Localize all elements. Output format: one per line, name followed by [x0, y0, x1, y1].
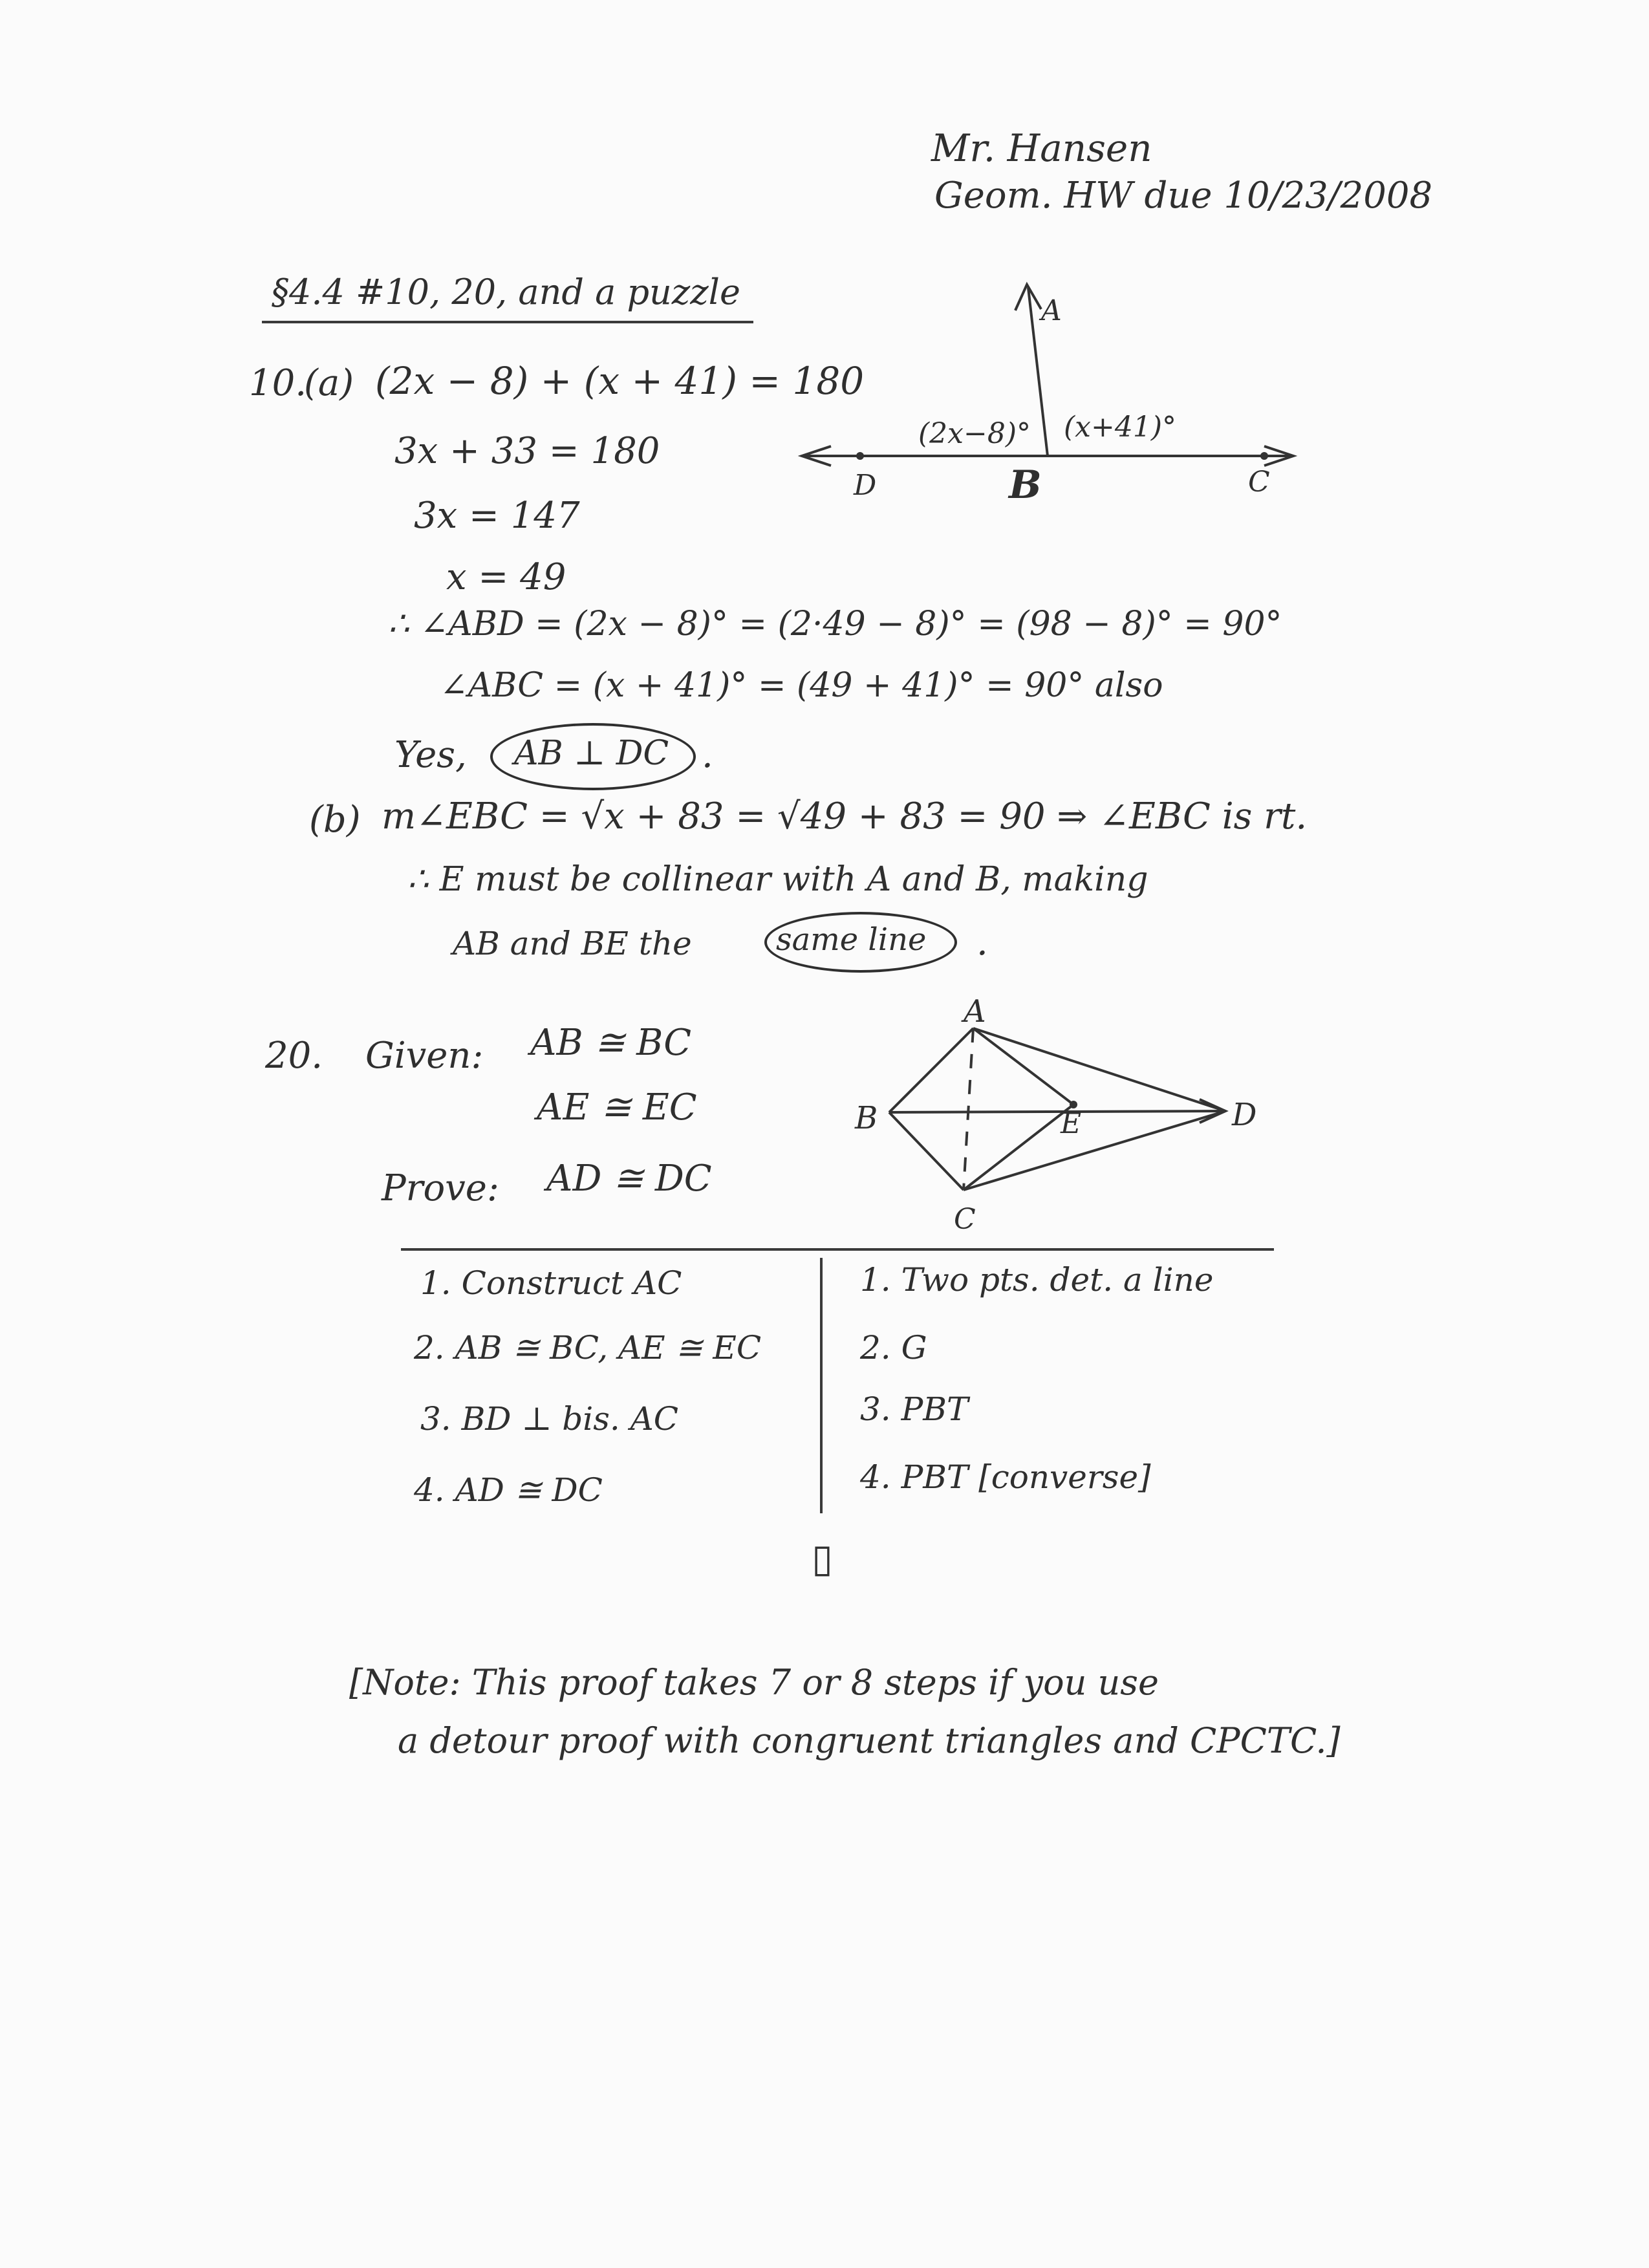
- segment-ae: [973, 1028, 1073, 1105]
- part-b-line-2: ∴ E must be collinear with A and B, making: [407, 860, 1148, 899]
- angle-abd-line: ∴ ∠ABD = (2x − 8)° = (2·49 − 8)° = (98 − 8)° = 90°: [388, 605, 1282, 643]
- statement-3: 3. BD ⊥ bis. AC: [420, 1400, 679, 1438]
- segment-bc: [889, 1112, 964, 1190]
- fig10-angle-right: (x+41)°: [1064, 411, 1177, 444]
- prove-label: Prove:: [382, 1167, 499, 1209]
- given-1: AB ≅ BC: [530, 1022, 692, 1064]
- end-of-proof-mark: ▯: [812, 1536, 834, 1581]
- course-due-line: Geom. HW due 10/23/2008: [934, 175, 1433, 217]
- given-2: AE ≅ EC: [537, 1086, 697, 1129]
- angle-abc-line: ∠ABC = (x + 41)° = (49 + 41)° = 90° also: [440, 666, 1163, 705]
- part-a-label: (a): [304, 362, 354, 404]
- statement-2: 2. AB ≅ BC, AE ≅ EC: [414, 1329, 762, 1366]
- reason-1: 1. Two pts. det. a line: [860, 1261, 1214, 1299]
- segment-ac-dashed: [964, 1028, 973, 1190]
- fig20-label-a: A: [964, 993, 986, 1030]
- equation-4: x = 49: [446, 556, 566, 598]
- answer-period: .: [702, 734, 713, 776]
- statement-1: 1. Construct AC: [420, 1264, 682, 1302]
- problem-10-number: 10.: [249, 362, 307, 404]
- fig10-label-d: D: [854, 469, 877, 502]
- part-b-label: (b): [309, 799, 361, 841]
- segment-ad: [973, 1028, 1225, 1111]
- fig20-label-c: C: [954, 1203, 976, 1236]
- segment-ba: [889, 1028, 973, 1112]
- equation-1: (2x − 8) + (x + 41) = 180: [375, 359, 865, 403]
- reason-2: 2. G: [860, 1329, 927, 1366]
- teacher-name: Mr. Hansen: [931, 126, 1152, 170]
- fig10-label-c: C: [1248, 466, 1270, 499]
- prove-1: AD ≅ DC: [546, 1158, 712, 1200]
- part-b-line-3: AB and BE the: [453, 925, 692, 962]
- proof-table-divider: [820, 1258, 823, 1513]
- reason-4: 4. PBT [converse]: [860, 1458, 1151, 1496]
- fig10-label-b: B: [1009, 462, 1042, 508]
- part-b-period: .: [976, 922, 988, 964]
- fig20-label-e: E: [1061, 1107, 1082, 1140]
- reason-3: 3. PBT: [860, 1390, 969, 1428]
- equation-3: 3x = 147: [414, 495, 580, 537]
- part-b-line-1: m∠EBC = √x + 83 = √49 + 83 = 90 ⇒ ∠EBC is rt.: [382, 795, 1308, 837]
- note-line-2: a detour proof with congruent triangles and CPCTC.]: [398, 1720, 1341, 1761]
- fig20-label-d: D: [1232, 1097, 1257, 1133]
- proof-table-top-rule: [401, 1248, 1274, 1251]
- fig10-angle-left: (2x−8)°: [918, 417, 1031, 450]
- problem-20-number: 20.: [265, 1035, 323, 1077]
- equation-2: 3x + 33 = 180: [394, 430, 660, 472]
- segment-bd: [889, 1111, 1225, 1112]
- note-line-1: [Note: This proof takes 7 or 8 steps if you use: [349, 1662, 1159, 1703]
- assignment-title: §4.4 #10, 20, and a puzzle: [272, 272, 740, 312]
- fig20-label-b: B: [855, 1100, 878, 1136]
- segment-ce: [964, 1105, 1073, 1190]
- given-label: Given:: [365, 1035, 484, 1077]
- statement-4: 4. AD ≅ DC: [414, 1471, 603, 1509]
- fig10-label-a: A: [1041, 294, 1062, 327]
- yes-word: Yes,: [394, 734, 467, 776]
- perpendicular-answer: AB ⊥ DC: [514, 734, 669, 773]
- segment-cd: [964, 1111, 1225, 1190]
- same-line-answer: same line: [776, 922, 927, 958]
